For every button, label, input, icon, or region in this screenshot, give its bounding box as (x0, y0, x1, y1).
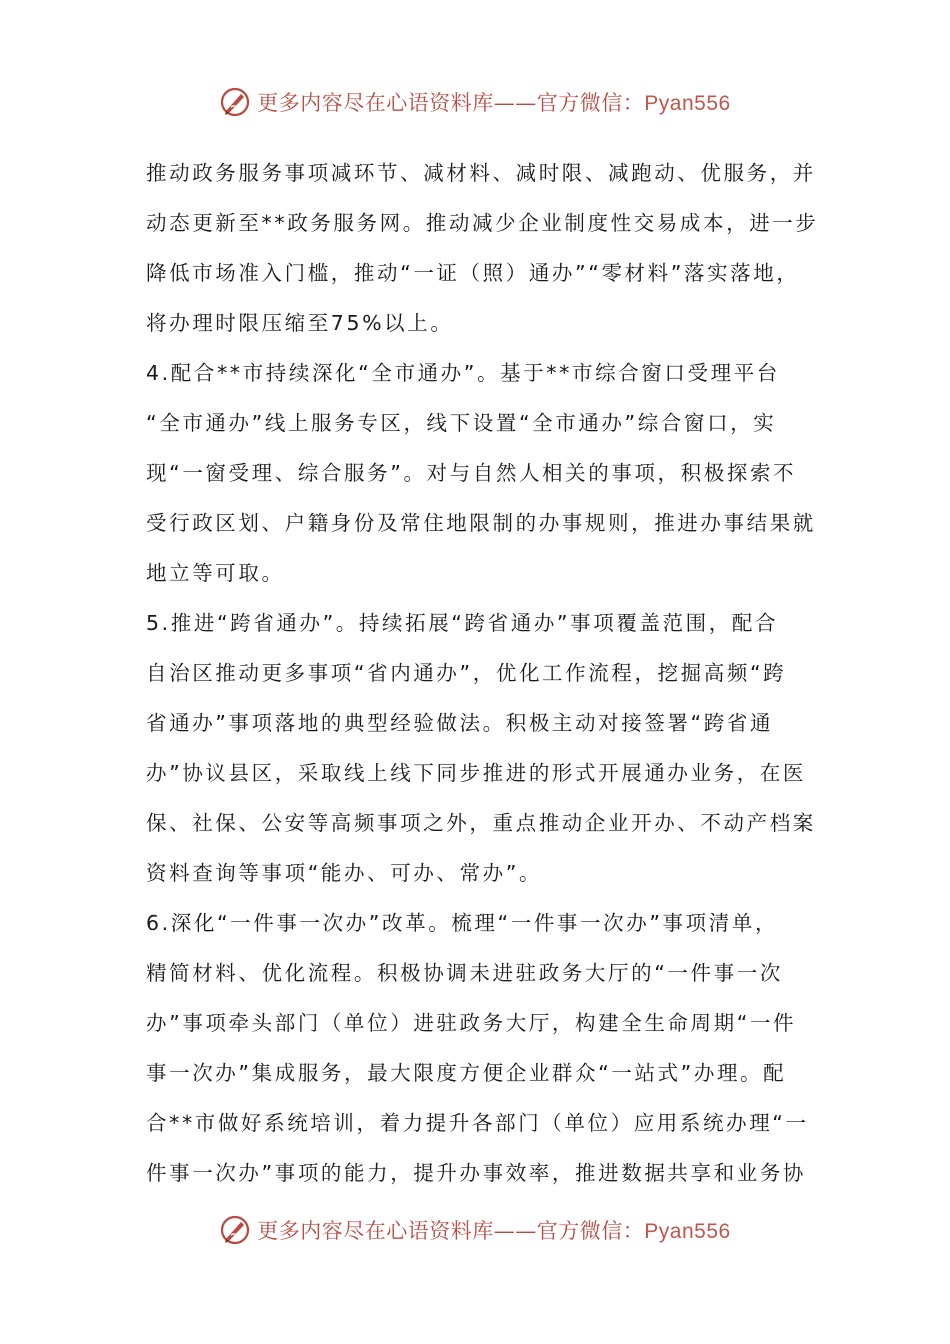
watermark-brand: 更多内容尽在心语资料库 (257, 1219, 494, 1243)
text-line: “全市通办”线上服务专区，线下设置“全市通办”综合窗口，实 (146, 411, 777, 435)
pen-logo-icon (219, 1214, 251, 1246)
text-line: 5.推进“跨省通办”。持续拓展“跨省通办”事项覆盖范围，配合 (146, 611, 779, 635)
text-line: 受行政区划、户籍身份及常住地限制的办事规则，推进办事结果就 (146, 511, 816, 535)
text-line: 推动政务服务事项减环节、减材料、减时限、减跑动、优服务，并 (146, 161, 816, 185)
watermark-wechat-label: 官方微信： (536, 91, 645, 115)
text-line: 动态更新至**政务服务网。推动减少企业制度性交易成本，进一步 (146, 211, 819, 235)
text-line: 件事一次办”事项的能力，提升办事效率，推进数据共享和业务协 (146, 1161, 807, 1185)
text-line: 4.配合**市持续深化“全市通办”。基于**市综合窗口受理平台 (146, 361, 780, 385)
text-line: 省通办”事项落地的典型经验做法。积极主动对接签署“跨省通 (146, 711, 774, 735)
text-line: 事一次办”集成服务，最大限度方便企业群众“一站式”办理。配 (146, 1061, 787, 1085)
watermark-wechat-label: 官方微信： (536, 1219, 645, 1243)
text-line: 6.深化“一件事一次办”改革。梳理“一件事一次办”事项清单， (146, 911, 779, 935)
watermark-text (257, 87, 730, 117)
watermark-brand: 更多内容尽在心语资料库 (257, 91, 494, 115)
text-line: 现“一窗受理、综合服务”。对与自然人相关的事项，积极探索不 (146, 461, 797, 485)
text-line: 将办理时限压缩至75%以上。 (146, 311, 454, 335)
text-line: 保、社保、公安等高频事项之外，重点推动企业开办、不动产档案 (146, 811, 816, 835)
text-line: 办”协议县区，采取线上线下同步推进的形式开展通办业务，在医 (146, 761, 807, 785)
text-line: 降低市场准入门槛，推动“一证（照）通办”“零材料”落实落地， (146, 261, 800, 285)
watermark-wechat-id: Pyan556 (644, 92, 731, 115)
watermark-separator: —— (493, 1219, 537, 1243)
document-body (146, 148, 819, 1198)
text-line: 自治区推动更多事项“省内通办”，优化工作流程，挖掘高频“跨 (146, 661, 787, 685)
watermark-text (257, 1215, 730, 1245)
footer-watermark-banner (0, 1208, 950, 1252)
text-line: 精简材料、优化流程。积极协调未进驻政务大厅的“一件事一次 (146, 961, 783, 985)
text-line: 办”事项牵头部门（单位）进驻政务大厅，构建全生命周期“一件 (146, 1011, 797, 1035)
text-line: 合**市做好系统培训，着力提升各部门（单位）应用系统办理“一 (146, 1111, 809, 1135)
watermark-separator: —— (493, 91, 537, 115)
header-watermark-banner (0, 80, 950, 124)
text-line: 资料查询等事项“能办、可办、常办”。 (146, 861, 543, 885)
watermark-wechat-id: Pyan556 (644, 1220, 731, 1243)
text-line: 地立等可取。 (146, 561, 285, 585)
pen-logo-icon (219, 86, 251, 118)
